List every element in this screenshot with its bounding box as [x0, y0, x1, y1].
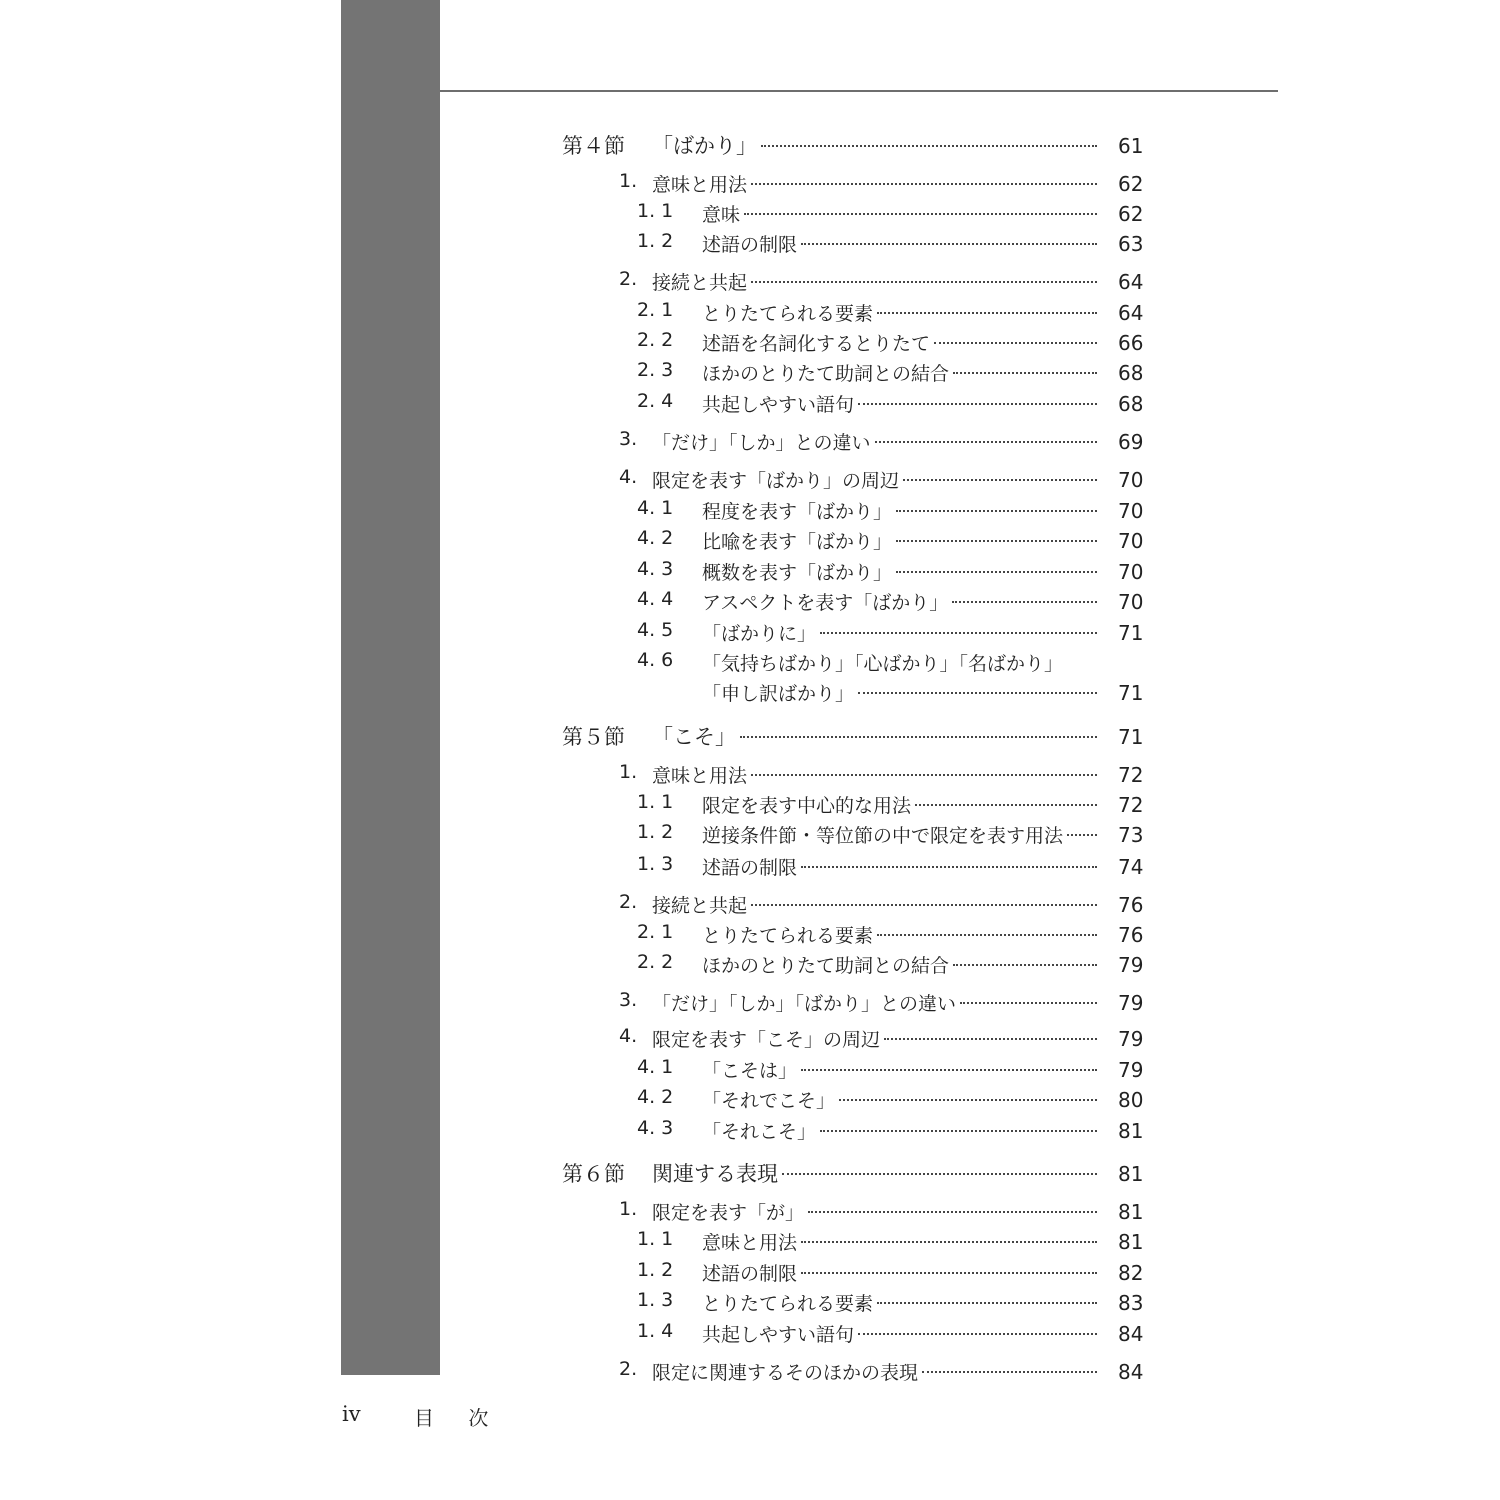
toc-entry-page: 70: [1118, 529, 1144, 553]
dot-leader: [858, 1333, 1097, 1335]
toc-entry-title: 「申し訳ばかり」: [702, 683, 855, 705]
toc-entry-title: とりたてられる要素: [702, 925, 874, 947]
toc-entry: [0, 1156, 1500, 1186]
toc-entry-number: 1. 1: [637, 1228, 674, 1250]
toc-entry-page: 82: [1118, 1261, 1144, 1285]
toc-entry-title: 限定に関連するそのほかの表現: [652, 1362, 919, 1384]
dot-leader: [744, 213, 1097, 215]
dot-leader: [761, 145, 1097, 147]
toc-entry: [0, 554, 1500, 584]
dot-leader: [877, 1302, 1097, 1304]
toc-entry: [0, 615, 1500, 645]
toc-entry-title: 限定を表す中心的な用法: [702, 795, 912, 817]
toc-entry-page: 79: [1118, 953, 1144, 977]
dot-leader: [801, 866, 1097, 868]
dot-leader: [801, 1241, 1097, 1243]
toc-entry-title: 接続と共起: [652, 272, 748, 294]
toc-entry: [0, 817, 1500, 847]
toc-entry: [0, 757, 1500, 787]
dot-leader: [1067, 834, 1097, 836]
dot-leader: [751, 281, 1097, 283]
toc-entry-number: 1.: [619, 761, 638, 783]
toc-entry-page: 81: [1118, 1119, 1144, 1143]
dot-leader: [801, 243, 1097, 245]
toc-entry-number: 4. 3: [637, 558, 674, 580]
toc-entry-page: 72: [1118, 763, 1144, 787]
toc-entry: [0, 264, 1500, 294]
dot-leader: [839, 1099, 1097, 1101]
toc-entry-page: 79: [1118, 1058, 1144, 1082]
toc-entry-title: ほかのとりたて助詞との結合: [702, 363, 950, 385]
toc-entry-number: 3.: [619, 428, 638, 450]
toc-entry-number: 2. 1: [637, 921, 674, 943]
toc-entry: [0, 917, 1500, 947]
toc-entry: [0, 1316, 1500, 1346]
toc-entry-title: 限定を表す「ばかり」の周辺: [652, 470, 900, 492]
dot-leader: [953, 964, 1097, 966]
toc-entry-title: 「気持ちばかり」「心ばかり」「名ばかり」: [702, 653, 1064, 675]
toc-entry-page: 83: [1118, 1291, 1144, 1315]
toc-entry-page: 68: [1118, 392, 1144, 416]
dot-leader: [896, 510, 1097, 512]
toc-entry: [0, 787, 1500, 817]
toc-entry: [0, 985, 1500, 1015]
toc-entry-title: 比喩を表す「ばかり」: [702, 531, 893, 553]
toc-entry: [0, 166, 1500, 196]
toc-entry: [0, 355, 1500, 385]
toc-entry-page: 70: [1118, 560, 1144, 584]
toc-entry-number: 1. 2: [637, 1259, 674, 1281]
toc-entry-title: 意味: [702, 204, 741, 226]
toc-entry-title: 意味と用法: [652, 174, 748, 196]
toc-entry: [0, 719, 1500, 749]
toc-entry-page: 71: [1118, 621, 1144, 645]
toc-entry-number: 4. 3: [637, 1117, 674, 1139]
toc-entry-title: 「こそ」: [652, 725, 736, 749]
toc-entry-title: 「ばかり」: [652, 134, 757, 158]
toc-entry-page: 84: [1118, 1360, 1144, 1384]
toc-entry-number: 4. 5: [637, 619, 674, 641]
toc-entry-page: 84: [1118, 1322, 1144, 1346]
toc-entry-number: 1.: [619, 170, 638, 192]
toc-entry-title: 程度を表す「ばかり」: [702, 501, 893, 523]
toc-entry-number: 4.: [619, 1025, 638, 1047]
toc-entry-page: 71: [1118, 725, 1144, 749]
toc-entry-page: 76: [1118, 923, 1144, 947]
toc-entry: [0, 128, 1500, 158]
toc-entry-title: 限定を表す「が」: [652, 1202, 805, 1224]
toc-entry: [0, 1052, 1500, 1082]
toc-entry: [0, 947, 1500, 977]
dot-leader: [875, 441, 1097, 443]
toc-entry: [0, 1354, 1500, 1384]
toc-entry-page: 69: [1118, 430, 1144, 454]
toc-entry-page: 64: [1118, 270, 1144, 294]
dot-leader: [782, 1173, 1097, 1175]
dot-leader: [960, 1002, 1097, 1004]
toc-entry: [0, 424, 1500, 454]
toc-entry-page: 64: [1118, 301, 1144, 325]
toc-entry-title: 概数を表す「ばかり」: [702, 562, 893, 584]
toc-entry-number: 4. 2: [637, 527, 674, 549]
toc-entry-number: 1. 3: [637, 1289, 674, 1311]
toc-entry-number: 1. 2: [637, 230, 674, 252]
toc-entry-number: 2. 1: [637, 299, 674, 321]
toc-entry: [0, 1194, 1500, 1224]
toc-entry: [0, 849, 1500, 879]
toc-entry-title: 述語の制限: [702, 234, 798, 256]
toc-entry-number: 第４節: [562, 134, 625, 158]
toc-entry-title: 共起しやすい語句: [702, 394, 855, 416]
dot-leader: [952, 601, 1097, 603]
toc-entry-title: 関連する表現: [652, 1162, 778, 1186]
dot-leader: [953, 372, 1097, 374]
toc-entry-title: 「こそは」: [702, 1060, 798, 1082]
toc-entry-number: 3.: [619, 989, 638, 1011]
toc-entry-page: 72: [1118, 793, 1144, 817]
toc-entry: [0, 295, 1500, 325]
toc-entry: [0, 386, 1500, 416]
toc-entry-number: 1. 1: [637, 791, 674, 813]
toc-entry: [0, 462, 1500, 492]
toc-entry: [0, 1255, 1500, 1285]
toc-entry-number: 1. 1: [637, 200, 674, 222]
dot-leader: [740, 736, 1097, 738]
toc-entry-number: 2. 2: [637, 329, 674, 351]
toc-entry-title: 逆接条件節・等位節の中で限定を表す用法: [702, 825, 1064, 847]
toc-entry-number: 4. 1: [637, 497, 674, 519]
toc-entry-title: とりたてられる要素: [702, 1293, 874, 1315]
dot-leader: [751, 183, 1097, 185]
running-title: 目 次: [414, 1406, 503, 1430]
toc-entry-page: 73: [1118, 823, 1144, 847]
toc-entry-title: 共起しやすい語句: [702, 1324, 855, 1346]
toc-entry-page: 79: [1118, 991, 1144, 1015]
toc-entry-title: 「それこそ」: [702, 1121, 817, 1143]
toc-entry-title: 「ばかりに」: [702, 623, 817, 645]
toc-entry-page: 74: [1118, 855, 1144, 879]
dot-leader: [903, 479, 1097, 481]
dot-leader: [751, 774, 1097, 776]
toc-entry-page: 70: [1118, 590, 1144, 614]
toc-entry: [0, 887, 1500, 917]
dot-leader: [896, 571, 1097, 573]
toc-entry-number: 2. 4: [637, 390, 674, 412]
toc-entry-page: 66: [1118, 331, 1144, 355]
toc-entry-title: とりたてられる要素: [702, 303, 874, 325]
toc-entry-page: 79: [1118, 1027, 1144, 1051]
toc-entry-number: 2.: [619, 1358, 638, 1380]
toc-entry-page: 62: [1118, 202, 1144, 226]
toc-entry: [0, 584, 1500, 614]
toc-entry-title: 述語の制限: [702, 1263, 798, 1285]
dot-leader: [858, 692, 1097, 694]
toc-entry-page: 70: [1118, 468, 1144, 492]
toc-entry: [0, 523, 1500, 553]
toc-entry-title: 接続と共起: [652, 895, 748, 917]
toc-entry-number: 1.: [619, 1198, 638, 1220]
toc-entry-page: 62: [1118, 172, 1144, 196]
toc-entry-title: アスペクトを表す「ばかり」: [702, 592, 949, 614]
toc-entry: [0, 1224, 1500, 1254]
toc-entry-number: 第６節: [562, 1162, 625, 1186]
toc-entry-page: 81: [1118, 1200, 1144, 1224]
toc-entry: [0, 493, 1500, 523]
toc-entry: [0, 196, 1500, 226]
toc-entry-number: 1. 3: [637, 853, 674, 875]
toc-entry-number: 4. 2: [637, 1086, 674, 1108]
toc-entry-page: 61: [1118, 134, 1144, 158]
toc-entry-title: 「それでこそ」: [702, 1090, 836, 1112]
dot-leader: [858, 403, 1097, 405]
dot-leader: [820, 632, 1097, 634]
dot-leader: [801, 1272, 1097, 1274]
toc-entry: [0, 1285, 1500, 1315]
toc-entry-number: 1. 4: [637, 1320, 674, 1342]
dot-leader: [820, 1130, 1097, 1132]
page-folio: iv: [342, 1402, 361, 1426]
toc-entry-number: 2. 2: [637, 951, 674, 973]
dot-leader: [915, 804, 1097, 806]
toc-entry-number: 2. 3: [637, 359, 674, 381]
toc-entry-page: 80: [1118, 1088, 1144, 1112]
toc-entry-title: ほかのとりたて助詞との結合: [702, 955, 950, 977]
toc-entry-title: 述語を名詞化するとりたて: [702, 333, 931, 355]
toc-entry-title: 意味と用法: [652, 765, 748, 787]
dot-leader: [884, 1038, 1097, 1040]
toc-entry-number: 4.: [619, 466, 638, 488]
toc-entry-page: 81: [1118, 1162, 1144, 1186]
toc-entry: [0, 1021, 1500, 1051]
toc-entry-page: 63: [1118, 232, 1144, 256]
toc-entry-number: 第５節: [562, 725, 625, 749]
toc-entry: [0, 325, 1500, 355]
dot-leader: [801, 1069, 1097, 1071]
toc-entry-number: 1. 2: [637, 821, 674, 843]
dot-leader: [896, 540, 1097, 542]
toc-entry-number: 4. 1: [637, 1056, 674, 1078]
toc-entry-number: 2.: [619, 268, 638, 290]
toc-entry-title: 限定を表す「こそ」の周辺: [652, 1029, 881, 1051]
dot-leader: [751, 904, 1097, 906]
toc-entry-title: 意味と用法: [702, 1232, 798, 1254]
toc-entry: [0, 675, 1500, 705]
toc-entry-number: 2.: [619, 891, 638, 913]
toc-entry: [0, 1113, 1500, 1143]
toc-entry: [0, 645, 1500, 675]
toc-entry-title: 「だけ」「しか」との違い: [652, 432, 871, 454]
toc-entry-title: 「だけ」「しか」「ばかり」との違い: [652, 993, 957, 1015]
dot-leader: [922, 1371, 1097, 1373]
dot-leader: [808, 1211, 1097, 1213]
toc-entry-page: 71: [1118, 681, 1144, 705]
toc-entry-page: 70: [1118, 499, 1144, 523]
toc-entry-page: 81: [1118, 1230, 1144, 1254]
dot-leader: [877, 312, 1097, 314]
toc-entry-page: 68: [1118, 361, 1144, 385]
toc-entry-number: 4. 6: [637, 649, 674, 671]
toc-entry: [0, 226, 1500, 256]
toc-entry-page: 76: [1118, 893, 1144, 917]
dot-leader: [877, 934, 1097, 936]
dot-leader: [934, 342, 1097, 344]
toc-entry-title: 述語の制限: [702, 857, 798, 879]
toc-entry-number: 4. 4: [637, 588, 674, 610]
toc-entry: [0, 1082, 1500, 1112]
